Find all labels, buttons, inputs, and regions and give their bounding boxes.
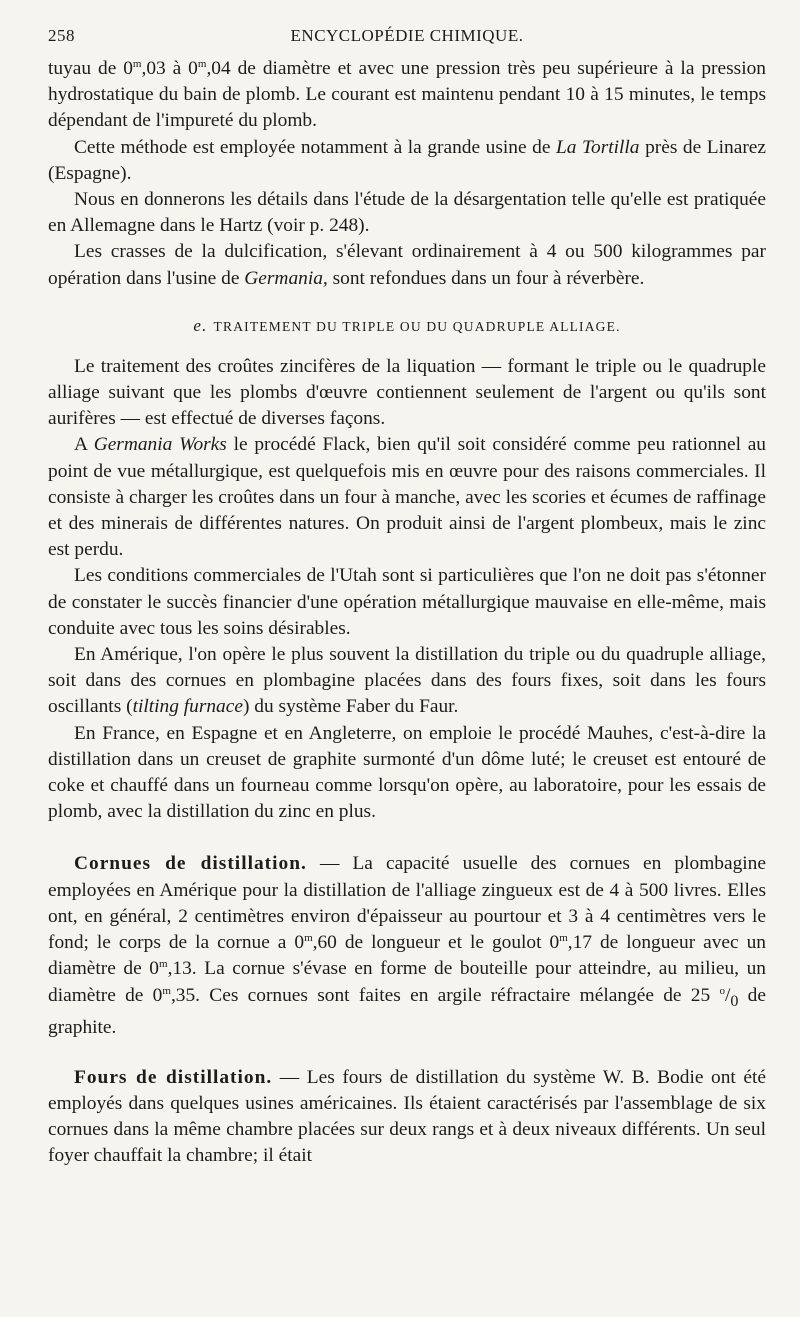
- run-in-heading-fours: Fours de distillation.: [74, 1066, 273, 1088]
- running-head: [48, 22, 766, 48]
- paragraph-crasses: Les crasses de la dulcification, s'élevant ordinairement à 4 ou 500 kilogrammes par opération dans l'usine de Germania, sont refondues dans un four à réverbère.: [48, 241, 766, 289]
- run-in-heading-cornues: Cornues de distillation.: [74, 853, 307, 875]
- paragraph-la-tortilla: Cette méthode est employée notamment à la grande usine de La Tortilla près de Linarez (Espagne).: [48, 136, 766, 184]
- paragraph-germania-works: A Germania Works le procédé Flack, bien qu'il soit considéré comme peu rationnel au point de vue métallurgique, est quelquefois mis en œuvre pour des raisons commerciales. Il consiste à charger les croûtes dans un four à manche, avec les scories et écumes de raffinage et des minerais de différentes natures. On produit ainsi de l'argent plombeux, mais le zinc est perdu.: [48, 434, 767, 561]
- section-heading: e. TRAITEMENT DU TRIPLE OU DU QUADRUPLE ALLIAGE.: [193, 315, 621, 335]
- paragraph-france: En France, en Espagne et en Angleterre, on emploie le procédé Mauhes, c'est-à-dire la distillation dans un creuset de graphite surmonté d'un dôme luté; le creuset est entouré de coke et chauffé dans un fourneau comme lorsqu'on opère, au laboratoire, pour les essais de plomb, avec la distillation du zinc en plus.: [48, 722, 766, 823]
- page-number: 258: [48, 26, 75, 45]
- paragraph-fours: Fours de distillation. — Les fours de distillation du système W. B. Bodie ont été employés dans quelques usines américaines. Ils étaient caractérisés par l'assemblage de six cornues dans la même chambre placées sur deux rangs et à deux niveaux différents. Un seul foyer chauffait la chambre; il était: [48, 1066, 766, 1167]
- paragraph-hartz: Nous en donnerons les détails dans l'étude de la désargentation telle qu'elle est pratiquée en Allemagne dans le Hartz (voir p. 248).: [48, 189, 766, 237]
- paragraph-utah: Les conditions commerciales de l'Utah sont si particulières que l'on ne doit pas s'étonner de constater le succès financier d'une opération métallurgique mauvaise en elle-même, mais conduite avec tous les soins désirables.: [48, 565, 766, 639]
- paragraph-amerique: En Amérique, l'on opère le plus souvent la distillation du triple ou du quadruple alliage, soit dans des cornues en plombagine placées dans des fours fixes, soit dans les fours oscillants (tilting furnace) du système Faber du Faur.: [48, 644, 766, 718]
- running-title: ENCYCLOPÉDIE CHIMIQUE.: [290, 26, 524, 45]
- paragraph-cornues: Cornues de distillation. — La capacité usuelle des cornues en plombagine employées en Amérique pour la distillation de l'alliage zingueux est de 4 à 500 livres. Elles ont, en général, 2 centimètres environ d'épaisseur au pourtour et 3 à 4 centimètres vers le fond; le corps de la cornue a 0$^m$,60 de longueur et le goulot 0$^m$,17 de longueur avec un diamètre de 0$^m$,13. La cornue s'évase en forme de bouteille pour atteindre, au milieu, un diamètre de 0$^m$,35. Ces cornues sont faites en argile réfractaire mélangée de 25 $^o/_0$ de graphite.: [48, 853, 767, 1038]
- paragraph-croutes: Le traitement des croûtes zincifères de la liquation — formant le triple ou le quadruple alliage suivant que les plombs d'œuvre contiennent seulement de l'argent ou qu'ils sont aurifères — est effectué de diverses façons.: [48, 355, 766, 430]
- paragraph-continuation: tuyau de 0$^m$,03 à 0$^m$,04 de diamètre et avec une pression très peu supérieure à la pression hydrostatique du bain de plomb. Le courant est maintenu pendant 10 à 15 minutes, le temps dépendant de l'impureté du plomb.: [48, 58, 766, 132]
